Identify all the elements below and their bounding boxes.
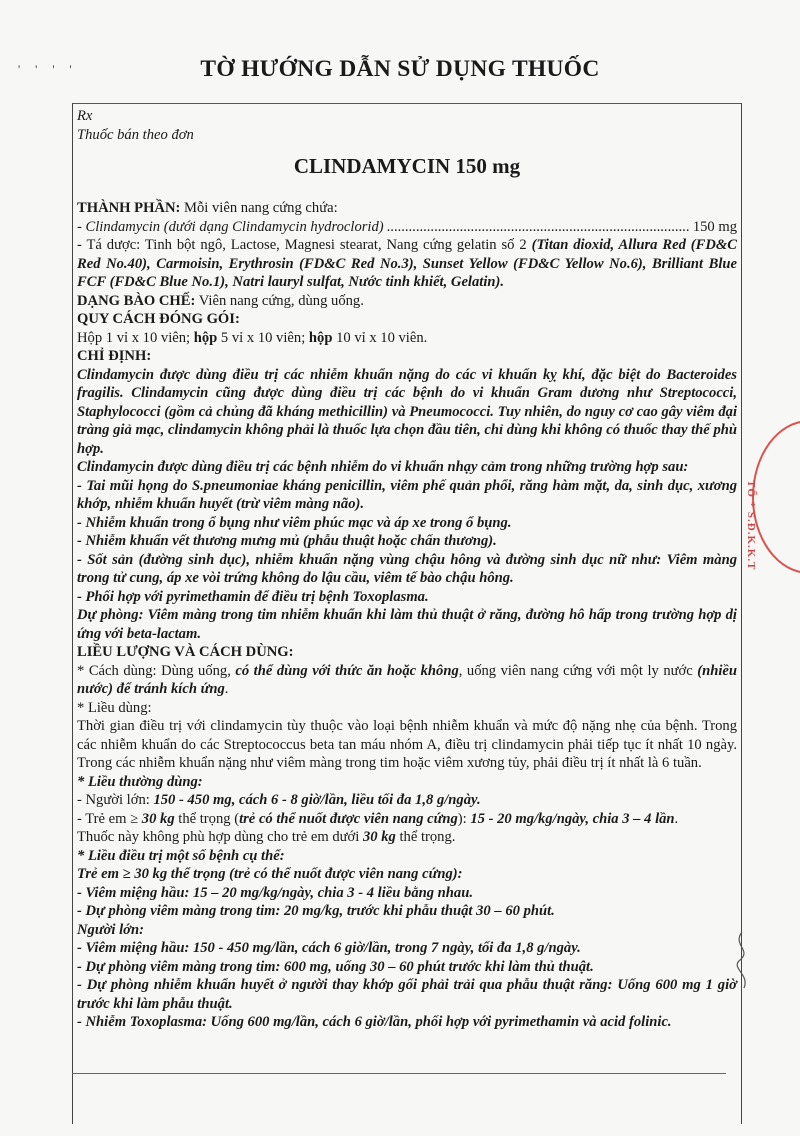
child-dose-item: - Dự phòng viêm màng trong tim: 20 mg/kg, trước khi phẫu thuật 30 – 60 phút. — [77, 903, 555, 919]
child-dose-item: - Viêm miệng hầu: 15 – 20 mg/kg/ngày, chia 3 - 4 liều bằng nhau. — [77, 884, 473, 901]
prophylaxis-text: Dự phòng: Viêm màng trong tim nhiễm khuẩn khi làm thủ thuật ở răng, đường hô hấp trong trường hợp dị ứng với beta-lactam. — [77, 607, 737, 642]
active-ingredient: - Clindamycin (dưới dạng Clindamycin hydroclorid) — [77, 218, 384, 235]
dosage-form-section — [77, 292, 737, 311]
indication-item: - Nhiễm khuẩn trong ổ bụng như viêm phúc mạc và áp xe trong ổ bụng. — [77, 514, 512, 531]
packaging-part: 5 vỉ x 10 viên; — [217, 329, 309, 346]
leaflet-content — [77, 107, 737, 1032]
adult-dose-item: - Dự phòng viêm màng trong tim: 600 mg, uống 30 – 60 phút trước khi làm thủ thuật. — [77, 958, 594, 975]
indications-section — [77, 347, 737, 643]
usage-lead: * Cách dùng: Dùng uống, — [77, 662, 236, 679]
indication-item: - Sốt sản (đường sinh dục), nhiễm khuẩn nặng vùng chậu hông và đường sinh dục nữ như: Viêm màng trong tử cung, áp xe vòi trứng không do lậu cầu, viêm tế bào chậu hông. — [77, 551, 737, 586]
child-group-heading: Trẻ em ≥ 30 kg thể trọng (trẻ có thể nuốt được viên nang cứng): — [77, 866, 463, 882]
scan-marks: ' ' ' ' — [18, 62, 78, 76]
usual-dose-heading: * Liều thường dùng: — [77, 773, 203, 790]
usage-end: . — [224, 681, 229, 697]
not-suitable-end: thể trọng. — [395, 829, 456, 845]
child-condition: trẻ có thể nuốt được viên nang cứng — [239, 810, 458, 827]
dose-label: * Liều dùng: — [77, 699, 152, 716]
signature-mark — [722, 930, 762, 990]
rx-symbol: Rx — [77, 108, 93, 124]
usage-water: (nhiều nước) để tránh kích ứng — [77, 662, 737, 697]
not-suitable-lead: Thuốc này không phù hợp dùng cho trẻ em dưới — [77, 829, 363, 845]
active-ingredient-row — [77, 218, 737, 237]
child-dose — [77, 810, 737, 829]
adult-lead: - Người lớn: — [77, 792, 154, 808]
excipients-list: (Titan dioxid, Allura Red (FD&C Red No.40), Carmoisin, Erythrosin (FD&C Red No.3), Sunset Yellow (FD&C Yellow No.6), Brilliant Blue FCF (FD&C Blue No.1), Natri lauryl sulfat, Nước tinh khiết, Gelatin). — [77, 237, 737, 290]
indications-paragraph: Clindamycin được dùng điều trị các bệnh nhiễm do vi khuẩn nhạy cảm trong những trường hợp sau: — [77, 459, 689, 475]
dosage-form-heading: DẠNG BÀO CHẾ: — [77, 292, 196, 309]
excipients — [77, 236, 737, 292]
page-title: TỜ HƯỚNG DẪN SỬ DỤNG THUỐC — [200, 56, 600, 82]
child-lead: - Trẻ em ≥ — [77, 810, 142, 827]
composition-intro: Mỗi viên nang cứng chứa: — [184, 200, 338, 216]
packaging-part: 10 vỉ x 10 viên. — [332, 329, 428, 346]
bottom-rule — [72, 1073, 726, 1074]
leader-dots — [387, 218, 690, 237]
stamp-text: TỔ * S.Đ.K.K.T — [745, 480, 757, 571]
specific-dose-heading: * Liều điều trị một số bệnh cụ thể: — [77, 847, 285, 864]
dosage-heading: LIỀU LƯỢNG VÀ CÁCH DÙNG: — [77, 644, 294, 660]
indication-item: - Nhiễm khuẩn vết thương mưng mủ (phẫu thuật hoặc chấn thương). — [77, 533, 497, 549]
active-amount: 150 mg — [692, 218, 737, 235]
not-suitable-note — [77, 828, 737, 847]
packaging-heading: QUY CÁCH ĐÓNG GÓI: — [77, 311, 240, 327]
child-end: . — [674, 810, 679, 827]
indication-item: - Tai mũi họng do S.pneumoniae kháng penicillin, viêm phế quản phổi, răng hàm mặt, da, sinh dục, xương khớp, nhiễm khuẩn huyết (trừ viêm màng não). — [77, 477, 737, 512]
usage-food: có thể dùng với thức ăn hoặc không — [235, 662, 459, 679]
indications-heading: CHỈ ĐỊNH: — [77, 348, 152, 364]
indication-item: - Phối hợp với pyrimethamin để điều trị bệnh Toxoplasma. — [77, 588, 429, 605]
adult-dose-item: - Dự phòng nhiễm khuẩn huyết ở người thay khớp gối phải trải qua phẫu thuật răng: Uống 600 mg 1 giờ trước khi làm phẫu thuật. — [77, 977, 737, 1012]
adult-dose — [77, 791, 737, 810]
usage-mid: , uống viên nang cứng với một ly nước — [458, 662, 698, 679]
composition-section — [77, 199, 737, 292]
prescription-note: Thuốc bán theo đơn — [77, 126, 194, 143]
child-weight: 30 kg — [141, 810, 175, 827]
composition-heading: THÀNH PHẦN: — [77, 200, 181, 216]
adult-group-heading: Người lớn: — [77, 921, 144, 938]
drug-name: CLINDAMYCIN 150 mg — [293, 154, 521, 178]
dosage-section — [77, 643, 737, 1032]
not-suitable-weight: 30 kg — [362, 829, 396, 845]
packaging-part: hộp — [193, 329, 218, 346]
adult-dose-text: 150 - 450 mg, cách 6 - 8 giờ/lần, liều tối đa 1,8 g/ngày. — [153, 792, 481, 808]
adult-dose-item: - Nhiễm Toxoplasma: Uống 600 mg/lần, cách 6 giờ/lần, phối hợp với pyrimethamin và acid folinic. — [77, 1014, 672, 1030]
packaging-part: hộp — [308, 329, 333, 346]
adult-dose-item: - Viêm miệng hầu: 150 - 450 mg/lần, cách 6 giờ/lần, trong 7 ngày, tối đa 1,8 g/ngày. — [77, 940, 581, 956]
excipients-lead: - Tá dược: Tinh bột ngô, Lactose, Magnesi stearat, Nang cứng gelatin số 2 — [77, 237, 532, 253]
usage-text — [77, 662, 737, 699]
dosage-form-text: Viên nang cứng, dùng uống. — [198, 292, 364, 309]
packaging-section — [77, 310, 737, 347]
approval-stamp — [745, 420, 800, 574]
child-mid2: ): — [457, 810, 471, 827]
child-dose-text: 15 - 20 mg/kg/ngày, chia 3 – 4 lần — [470, 810, 675, 827]
treatment-duration: Thời gian điều trị với clindamycin tùy thuộc vào loại bệnh nhiễm khuẩn và mức độ nặng nhẹ của bệnh. Trong các nhiễm khuẩn do các Streptococcus beta tan máu nhóm A, điều trị clindamycin phải tiếp tục ít nhất 10 ngày. Trong các nhiễm khuẩn nặng như viêm màng trong tim hoặc viêm xương tủy, phải điều trị ít nhất là 6 tuần. — [77, 718, 737, 771]
child-mid: thể trọng ( — [174, 810, 240, 827]
packaging-part: Hộp 1 vỉ x 10 viên; — [77, 329, 194, 346]
indications-paragraph: Clindamycin được dùng điều trị các nhiễm khuẩn nặng do các vi khuẩn kỵ khí, đặc biệt do Bacteroides fragilis. Clindamycin cũng được dùng điều trị các bệnh do vi khuẩn Gram dương như Streptococci, Staphylococci (gồm cả chủng đã kháng methicillin) và Pneumococci. Tuy nhiên, do nguy cơ cao gây viêm đại tràng giả mạc, clindamycin không phải là thuốc lựa chọn đầu tiên, chỉ dùng khi không có thuốc thay thế phù hợp. — [77, 366, 737, 457]
packaging-text — [77, 329, 737, 348]
